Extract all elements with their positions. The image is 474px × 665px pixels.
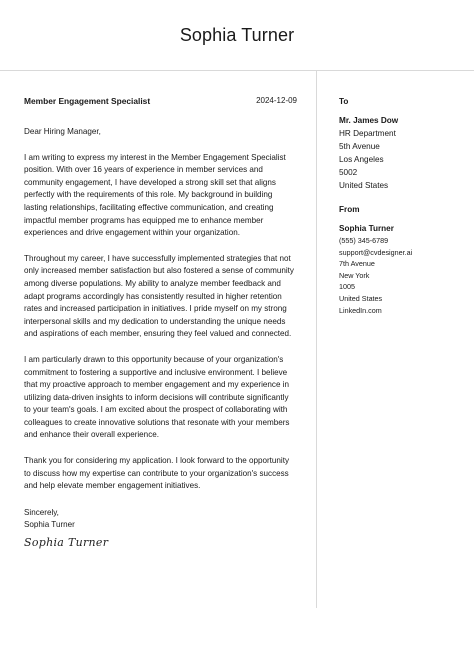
sender-linkedin: LinkedIn.com (339, 305, 382, 315)
recipient-zip: 5002 (339, 168, 358, 177)
paragraph-4: Thank you for considering my application. I look forward to the opportunity to discuss how my expertise can contribute to your organization's success and help elevate member engagement initiatives. (24, 456, 289, 491)
recipient-name: Mr. James Dow (339, 116, 399, 125)
job-title: Member Engagement Specialist (24, 96, 151, 106)
recipient-city: Los Angeles (339, 155, 384, 164)
recipient-heading: To (339, 97, 349, 106)
sender-name: Sophia Turner (339, 224, 394, 233)
letter-meta (24, 95, 297, 107)
sender-phone: (555) 345-6789 (339, 236, 389, 245)
paragraph-2: Throughout my career, I have successfully implemented strategies that not only increased member satisfaction but also fostered a sense of community among diverse populations. My ability to analyze member feedback and adapt programs accordingly has consistently resulted in higher retention rates and increased participation in initiatives. I pride myself on my strong interpersonal skills and my dedication to understanding the unique needs and aspirations of each member, ensuring they feel valued and connected. (24, 253, 294, 339)
recipient-street: 5th Avenue (339, 142, 380, 151)
header-divider (0, 70, 474, 71)
sender-city: New York (339, 270, 370, 280)
page-header (0, 0, 474, 70)
sender-street: 7th Avenue (339, 259, 375, 269)
recipient-block (339, 95, 459, 192)
recipient-department: HR Department (339, 129, 396, 138)
sender-zip: 1005 (339, 282, 355, 292)
letter-date: 2024-12-09 (256, 96, 297, 105)
sender-heading: From (339, 205, 360, 214)
sender-country: United States (339, 293, 383, 303)
sender-block (339, 203, 459, 316)
salutation: Dear Hiring Manager, (24, 127, 101, 136)
paragraph-3: I am particularly drawn to this opportunity because of your organization's commitment to fostering a supportive and inclusive environment. I believe that my proactive approach to member engagement and my experience in utilizing data-driven insights to inform decisions will contribute significantly to your team's goals. I am excited about the prospect of collaborating with colleagues to create innovative solutions that resonate with your members and enhance their overall experience. (24, 354, 290, 440)
closing: Sincerely, (24, 507, 59, 517)
letter-body (24, 95, 297, 550)
closing-name: Sophia Turner (24, 520, 75, 530)
sender-email: support@cvdesigner.ai (339, 247, 413, 257)
recipient-country: United States (339, 181, 389, 190)
signature: Sophia Turner (24, 536, 109, 550)
applicant-name: Sophia Turner (179, 25, 295, 45)
paragraph-1: I am writing to express my interest in the Member Engagement Specialist position. With over 16 years of experience in member services and community engagement, I have developed a strong skill set that aligns perfectly with the requirements of this role. My background in building lasting relationships, facilitating effective communication, and creating impactful member programs has equipped me to enhance member experiences and drive engagement within your organization. (24, 152, 286, 238)
column-divider (316, 70, 317, 608)
